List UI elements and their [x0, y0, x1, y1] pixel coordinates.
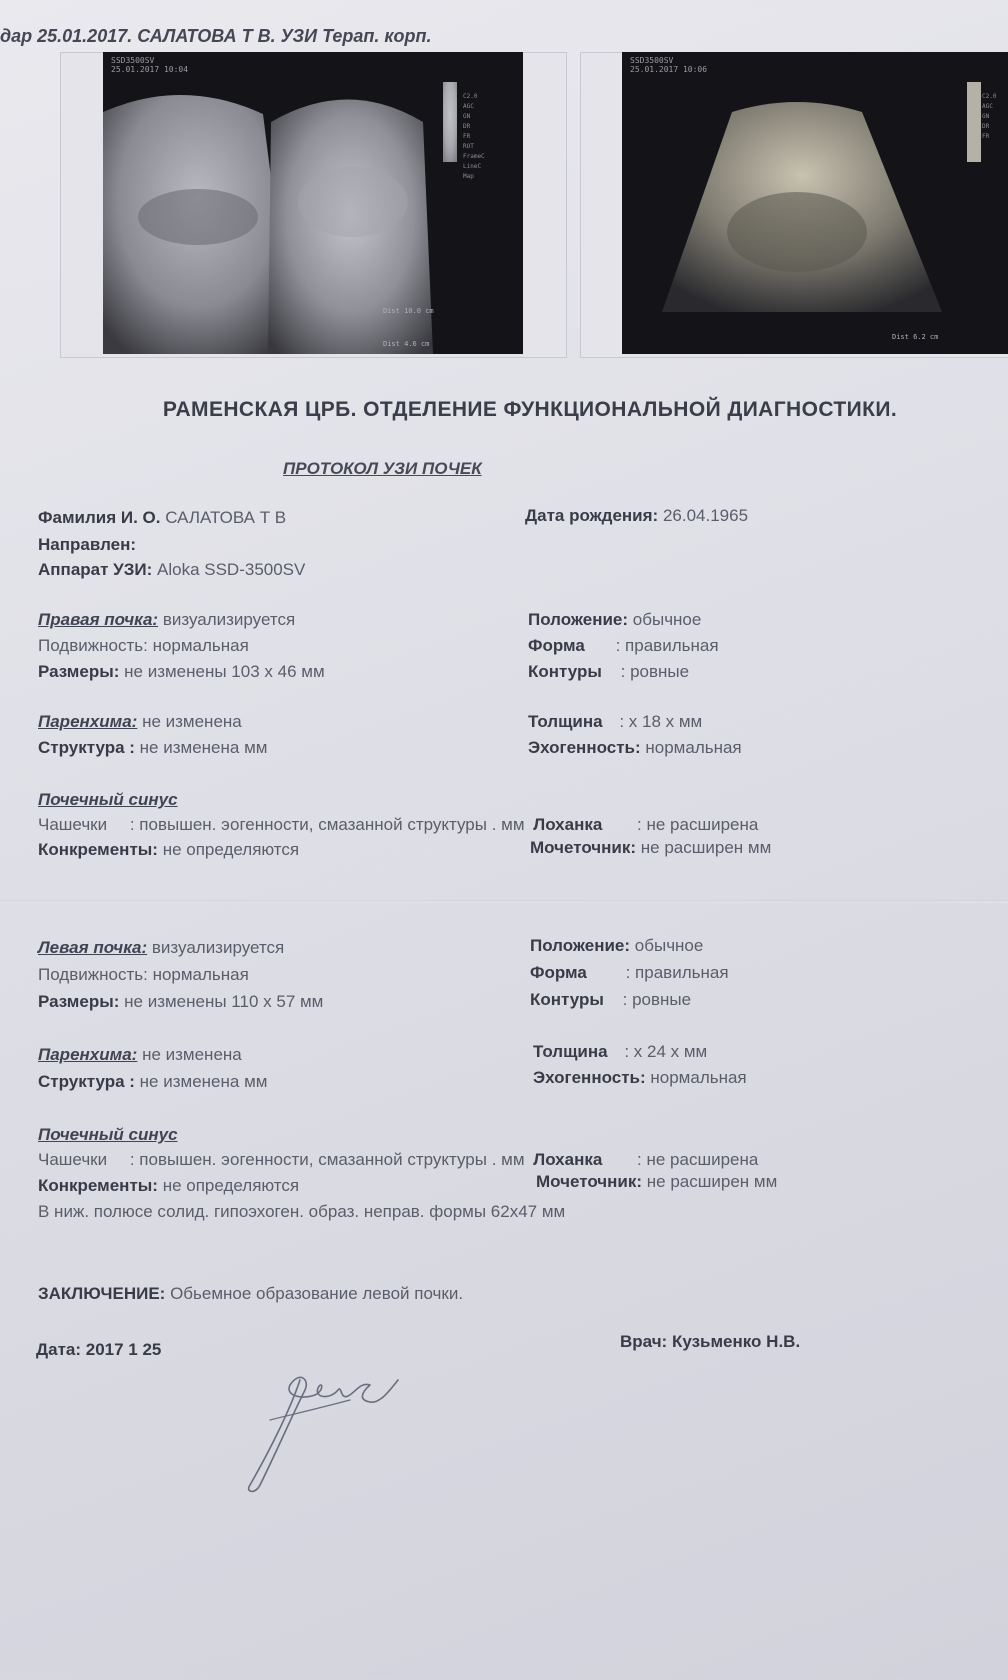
left-cups-row — [38, 1150, 758, 1170]
left-structure-row — [38, 1072, 267, 1092]
left-pelvis-label: Лоханка — [533, 1150, 603, 1169]
ultrasound-image-right — [622, 52, 1008, 354]
right-stones-label: Конкременты: — [38, 840, 158, 859]
doctor-signature — [230, 1360, 430, 1500]
right-kidney-visual: визуализируется — [162, 610, 296, 629]
left-size-row — [38, 992, 323, 1012]
left-kidney-heading: Левая почка: — [38, 938, 148, 957]
paper-fold — [0, 900, 1008, 903]
right-contour-value: : ровные — [620, 662, 690, 681]
scan-right-sidebar: C2.0 AGC GN DR FR — [982, 93, 997, 140]
doctor-row — [620, 1332, 800, 1352]
right-kidney-heading: Правая почка: — [38, 610, 159, 629]
date-label: Дата: — [36, 1340, 82, 1359]
left-kidney-visual: визуализируется — [151, 938, 285, 957]
right-ureter-label: Мочеточник: — [530, 838, 637, 857]
left-position-value: обычное — [634, 936, 704, 955]
right-structure-value: не изменена мм — [139, 738, 268, 757]
left-thickness-value: : х 24 х мм — [624, 1042, 708, 1061]
right-position-row — [528, 610, 701, 630]
right-contour-row — [528, 662, 689, 682]
right-size-row — [38, 662, 325, 682]
left-ureter-row — [536, 1172, 777, 1192]
measurement: Dist 6.2 cm — [892, 333, 939, 341]
scan-right-measurements — [892, 310, 938, 354]
left-sinus-row — [38, 1125, 178, 1145]
right-shape-label: Форма — [528, 636, 585, 655]
left-pelvis-value: : не расширена — [637, 1150, 759, 1169]
left-shape-value: : правильная — [625, 963, 729, 982]
left-structure-label: Структура : — [38, 1072, 135, 1091]
left-size-value: не изменены 110 х 57 мм — [124, 992, 324, 1011]
right-thickness-row — [528, 712, 702, 732]
right-shape-value: : правильная — [615, 636, 719, 655]
right-size-label: Размеры: — [38, 662, 120, 681]
patient-name-row — [38, 508, 286, 528]
measurement: Dist 10.0 cm — [383, 307, 434, 315]
right-thickness-value: : х 18 х мм — [619, 712, 703, 731]
left-sinus-label: Почечный синус — [38, 1125, 178, 1144]
device-label: Аппарат УЗИ: — [38, 560, 153, 579]
right-kidney-heading-row — [38, 610, 295, 630]
left-stones-row — [38, 1176, 299, 1196]
left-shape-label: Форма — [530, 963, 587, 982]
doctor-value: Кузьменко Н.В. — [671, 1332, 801, 1351]
birth-date-value: 26.04.1965 — [662, 506, 749, 525]
right-shape-row — [528, 636, 719, 656]
right-position-label: Положение: — [528, 610, 629, 629]
right-stones-row — [38, 840, 299, 860]
right-echo-label: Эхогенность: — [528, 738, 641, 757]
measurement: Dist 4.6 cm — [383, 340, 430, 348]
left-thickness-row — [533, 1042, 707, 1062]
page-title: РАМЕНСКАЯ ЦРБ. ОТДЕЛЕНИЕ ФУНКЦИОНАЛЬНОЙ ДИАГНОСТИКИ. — [162, 398, 898, 421]
left-note-row — [38, 1202, 565, 1222]
left-echo-row — [533, 1068, 747, 1088]
left-mobility-value: нормальная — [152, 965, 249, 984]
right-echo-value: нормальная — [645, 738, 742, 757]
right-cups-label: Чашечки — [38, 815, 108, 834]
conclusion-label: ЗАКЛЮЧЕНИЕ: — [38, 1284, 166, 1303]
left-kidney-heading-row — [38, 938, 284, 958]
left-contour-value: : ровные — [622, 990, 692, 1009]
left-parenchyma-value: не изменена — [142, 1045, 242, 1064]
right-cups-value: : повышен. эогенности, смазанной структуры . мм — [129, 815, 525, 834]
protocol-subtitle: ПРОТОКОЛ УЗИ ПОЧЕК — [283, 459, 482, 478]
left-position-row — [530, 936, 703, 956]
left-thickness-label: Толщина — [533, 1042, 608, 1061]
right-position-value: обычное — [632, 610, 702, 629]
scan-left-header: SSD3500SV 25.01.2017 10:04 — [111, 56, 189, 74]
right-echo-row — [528, 738, 742, 758]
left-size-label: Размеры: — [38, 992, 120, 1011]
left-parenchyma-label: Паренхима: — [38, 1045, 138, 1064]
conclusion-value: Обьемное образование левой почки. — [170, 1284, 464, 1303]
right-mobility-value: нормальная — [152, 636, 249, 655]
left-echo-value: нормальная — [650, 1068, 747, 1087]
referred-row — [38, 535, 136, 555]
right-structure-row — [38, 738, 267, 758]
right-cups-row — [38, 815, 758, 835]
right-parenchyma-value: не изменена — [142, 712, 242, 731]
right-mobility-label: Подвижность: — [38, 636, 148, 655]
left-cups-value: : повышен. эогенности, смазанной структуры . мм — [129, 1150, 525, 1169]
left-ureter-label: Мочеточник: — [536, 1172, 643, 1191]
right-parenchyma-row — [38, 712, 242, 732]
date-row — [36, 1340, 161, 1360]
birth-date-row — [525, 506, 748, 526]
left-position-label: Положение: — [530, 936, 631, 955]
ultrasound-image-left — [103, 52, 523, 354]
right-ureter-value: не расширен мм — [640, 838, 772, 857]
right-size-value: не изменены 103 х 46 мм — [124, 662, 325, 681]
left-ureter-value: не расширен мм — [646, 1172, 778, 1191]
right-thickness-label: Толщина — [528, 712, 603, 731]
left-mobility-label: Подвижность: — [38, 965, 148, 984]
left-shape-row — [530, 963, 729, 983]
right-structure-label: Структура : — [38, 738, 135, 757]
left-structure-value: не изменена мм — [139, 1072, 268, 1091]
date-value: 2017 1 25 — [85, 1340, 162, 1359]
left-echo-label: Эхогенность: — [533, 1068, 646, 1087]
right-stones-value: не определяются — [162, 840, 300, 859]
right-sinus-label: Почечный синус — [38, 790, 178, 809]
left-mobility-row — [38, 965, 249, 985]
scan-right-header: SSD3500SV 25.01.2017 10:06 — [630, 56, 708, 74]
scan-left-sidebar: C2.0 AGC GN DR FR ROT FrameC LineC Map — [463, 93, 485, 180]
left-contour-label: Контуры — [530, 990, 604, 1009]
device-row — [38, 560, 305, 580]
left-contour-row — [530, 990, 691, 1010]
left-cups-label: Чашечки — [38, 1150, 108, 1169]
doctor-label: Врач: — [620, 1332, 668, 1351]
patient-name-label: Фамилия И. О. — [38, 508, 161, 527]
right-mobility-row — [38, 636, 249, 656]
right-pelvis-label: Лоханка — [533, 815, 603, 834]
right-ureter-row — [530, 838, 771, 858]
patient-name-value: САЛАТОВА Т В — [165, 508, 287, 527]
conclusion-row — [38, 1284, 463, 1304]
right-contour-label: Контуры — [528, 662, 602, 681]
referred-label: Направлен: — [38, 535, 137, 554]
header-line: дар 25.01.2017. САЛАТОВА Т В. УЗИ Терап. корп. — [0, 26, 432, 46]
left-parenchyma-row — [38, 1045, 242, 1065]
left-stones-label: Конкременты: — [38, 1176, 158, 1195]
left-kidney-note: В ниж. полюсе солид. гипоэхоген. образ. неправ. формы 62х47 мм — [38, 1202, 566, 1221]
device-value: Aloka SSD-3500SV — [157, 560, 306, 579]
birth-date-label: Дата рождения: — [525, 506, 659, 525]
scan-left-measurements — [383, 284, 434, 354]
right-pelvis-value: : не расширена — [637, 815, 759, 834]
right-parenchyma-label: Паренхима: — [38, 712, 138, 731]
left-stones-value: не определяются — [162, 1176, 300, 1195]
right-sinus-row — [38, 790, 178, 810]
